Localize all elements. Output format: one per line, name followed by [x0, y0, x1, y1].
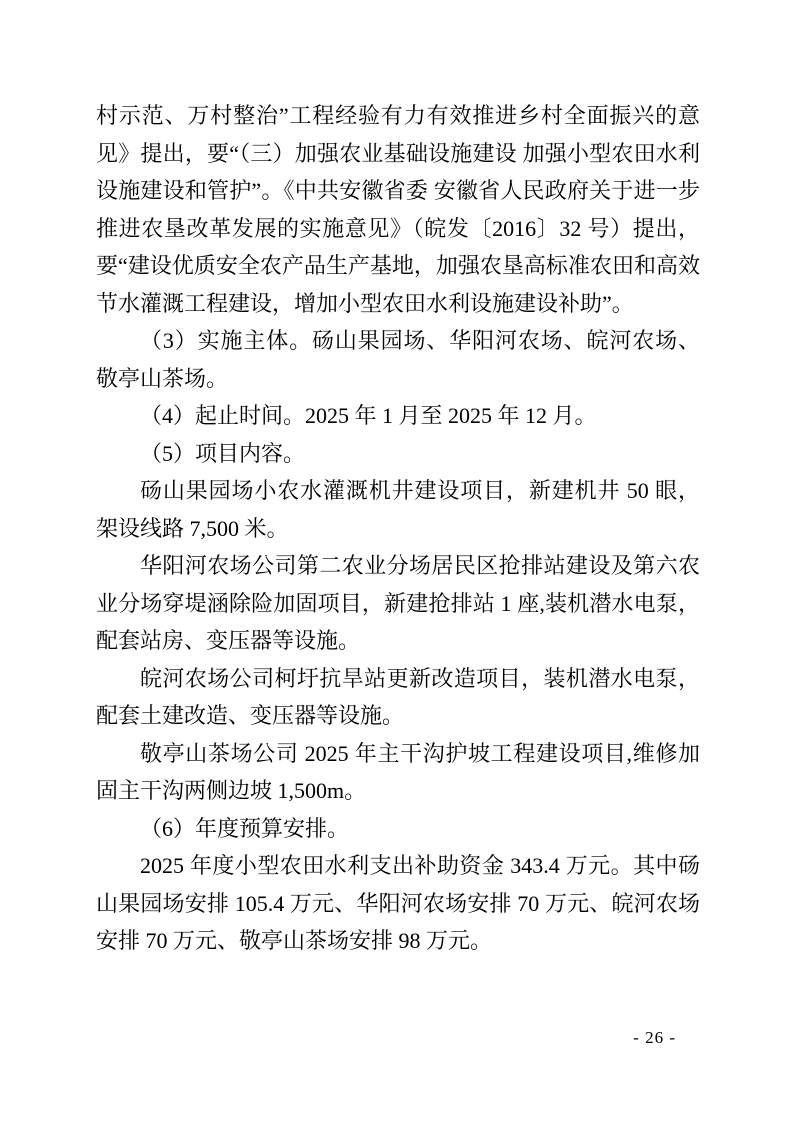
- paragraph-huayanghe-farm-project: 华阳河农场公司第二农业分场居民区抢排站建设及第六农业分场穿堤涵除险加固项目，新建抢排站 1 座,装机潜水电泵，配套站房、变压器等设施。: [96, 553, 700, 653]
- paragraph-wanhe-farm-project: 皖河农场公司柯圩抗旱站更新改造项目，装机潜水电泵，配套土建改造、变压器等设施。: [96, 665, 700, 728]
- paragraph-project-content-heading: （5）项目内容。: [140, 440, 306, 466]
- document-body: [96, 97, 700, 960]
- paragraph-budget-details: 2025 年度小型农田水利支出补助资金 343.4 万元。其中砀山果园场安排 105.4 万元、华阳河农场安排 70 万元、皖河农场安排 70 万元、敬亭山茶场安排 98 万元。: [96, 853, 700, 953]
- paragraph-annual-budget-heading: （6）年度预算安排。: [140, 815, 350, 841]
- paragraph-jingtingshan-tea-farm-project: 敬亭山茶场公司 2025 年主干沟护坡工程建设项目,维修加固主干沟两侧边坡 1,500m。: [96, 740, 700, 803]
- paragraph-dangshan-orchard-project: 砀山果园场小农水灌溉机井建设项目，新建机井 50 眼，架设线路 7,500 米。: [96, 478, 700, 541]
- paragraph-implementing-entities: （3）实施主体。砀山果园场、华阳河农场、皖河农场、敬亭山茶场。: [96, 328, 700, 391]
- paragraph-policy-basis-continuation: 村示范、万村整治”工程经验有力有效推进乡村全面振兴的意见》提出，要“（三）加强农业基础设施建设 加强小型农田水利设施建设和管护”。《中共安徽省委 安徽省人民政府关于进一步推进农垦改革发展的实施意见》（皖发〔2016〕32 号）提出，要“建设优质安全农产品生产基地，加强农垦高标准农田和高效节水灌溉工程建设，增加小型农田水利设施建设补助”。: [96, 103, 700, 316]
- page-number: - 26 -: [633, 1028, 676, 1047]
- paragraph-time-period: （4）起止时间。2025 年 1 月至 2025 年 12 月。: [140, 403, 597, 428]
